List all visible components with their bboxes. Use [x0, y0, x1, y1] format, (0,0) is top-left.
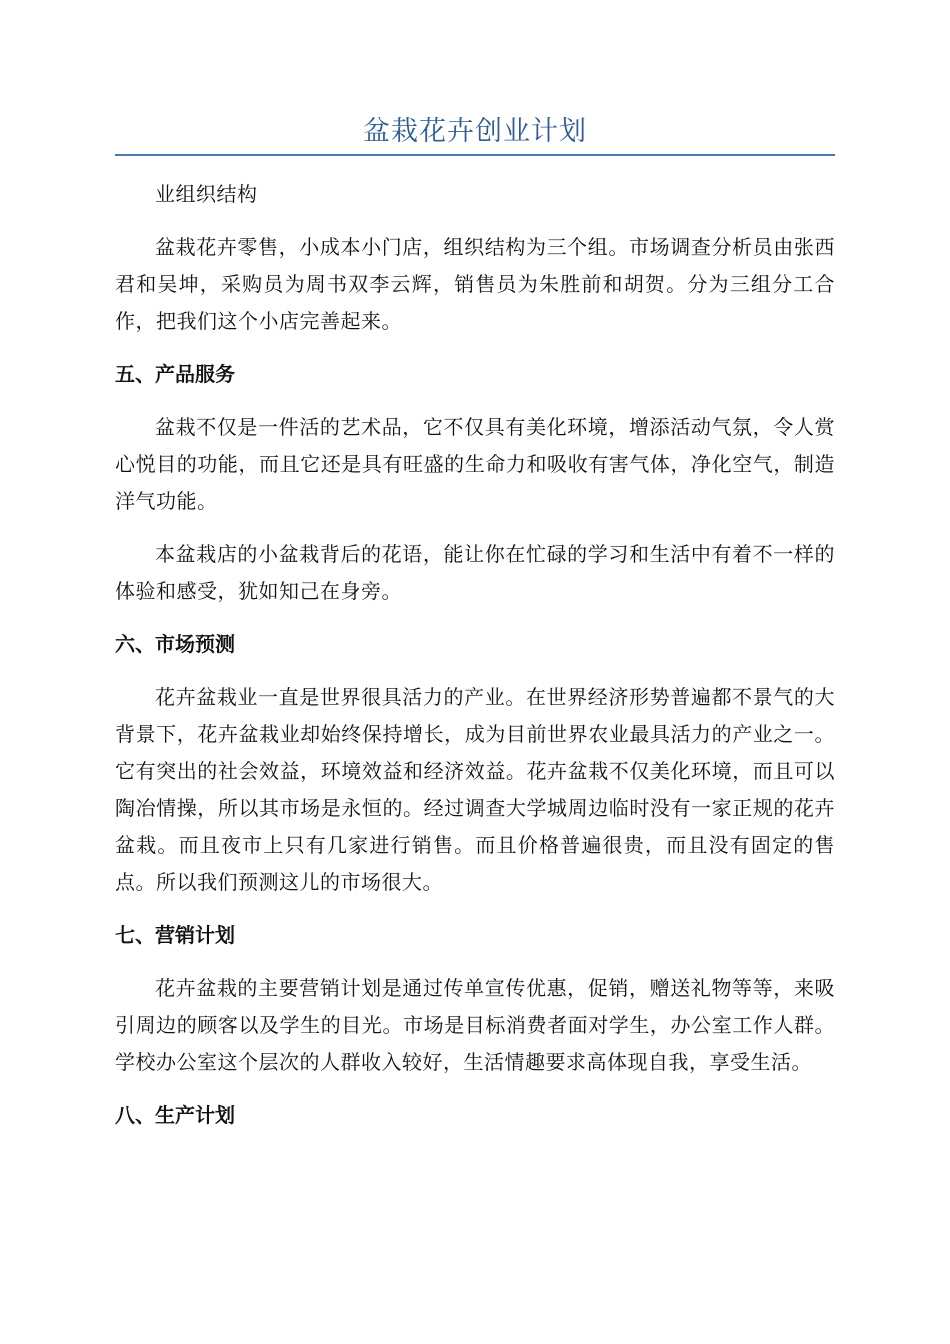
paragraph-product-service-1: 盆栽不仅是一件活的艺术品，它不仅具有美化环境，增添活动气氛，令人赏心悦目的功能，而且它还是具有旺盛的生命力和吸收有害气体，净化空气，制造洋气功能。 — [115, 415, 835, 513]
title-underline — [115, 154, 835, 156]
paragraph-marketing-plan: 花卉盆栽的主要营销计划是通过传单宣传优惠，促销，赠送礼物等等，来吸引周边的顾客以及学生的目光。市场是目标消费者面对学生，办公室工作人群。学校办公室这个层次的人群收入较好，生活情趣要求高体现自我，享受生活。 — [115, 976, 835, 1074]
document-body — [115, 176, 835, 1150]
paragraph-org-structure-heading: 业组织结构 — [155, 182, 258, 206]
paragraph-product-service-2: 本盆栽店的小盆栽背后的花语，能让你在忙碌的学习和生活中有着不一样的体验和感受，犹如知己在身旁。 — [115, 542, 835, 603]
paragraph-market-forecast: 花卉盆栽业一直是世界很具活力的产业。在世界经济形势普遍都不景气的大背景下，花卉盆栽业却始终保持增长，成为目前世界农业最具活力的产业之一。它有突出的社会效益，环境效益和经济效益。花卉盆栽不仅美化环境，而且可以陶冶情操，所以其市场是永恒的。经过调查大学城周边临时没有一家正规的花卉盆栽。而且夜市上只有几家进行销售。而且价格普遍很贵，而且没有固定的售点。所以我们预测这儿的市场很大。 — [115, 685, 835, 894]
paragraph-org-structure: 盆栽花卉零售，小成本小门店，组织结构为三个组。市场调查分析员由张西君和吴坤，采购员为周书双李云辉，销售员为朱胜前和胡贺。分为三组分工合作，把我们这个小店完善起来。 — [115, 235, 835, 333]
section-heading-marketing-plan: 七、营销计划 — [115, 923, 235, 947]
section-heading-product-service: 五、产品服务 — [115, 362, 235, 386]
section-heading-production-plan: 八、生产计划 — [115, 1103, 235, 1127]
document-title: 盆栽花卉创业计划 — [363, 116, 587, 147]
section-heading-market-forecast: 六、市场预测 — [115, 632, 235, 656]
